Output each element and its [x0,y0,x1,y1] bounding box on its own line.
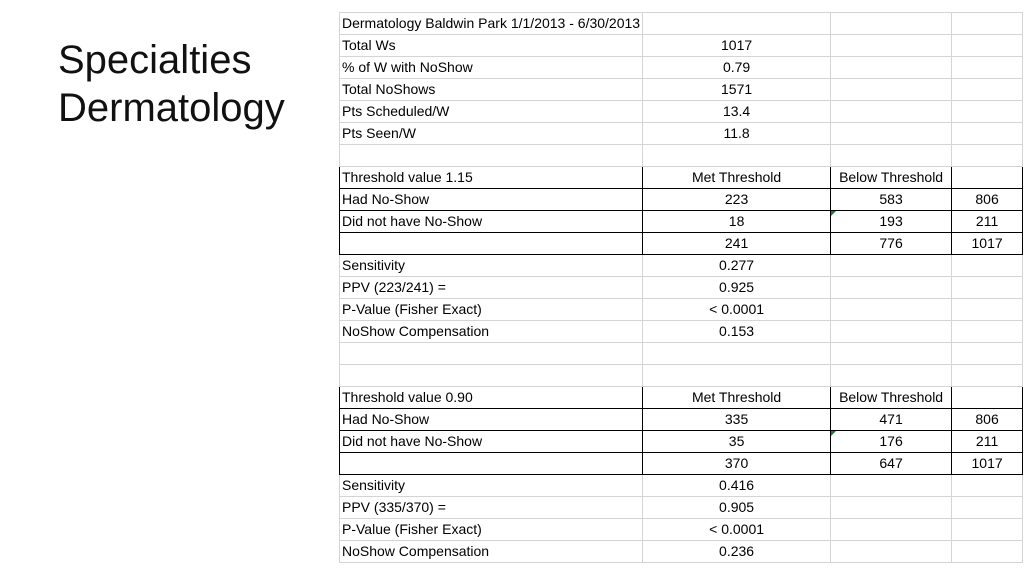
stat-row [340,255,1023,277]
sheet-cell[interactable]: 1017 [952,453,1023,475]
sheet-cell[interactable] [831,123,952,145]
sheet-cell[interactable] [952,475,1023,497]
sheet-cell[interactable]: Pts Scheduled/W [340,101,643,123]
slide-title [58,36,285,132]
stat-value[interactable]: 0.277 [643,255,831,277]
sheet-cell[interactable] [831,343,952,365]
sheet-cell[interactable] [643,365,831,387]
stat-value[interactable]: < 0.0001 [643,299,831,321]
sheet-cell[interactable] [831,365,952,387]
sheet-cell[interactable] [831,321,952,343]
stat-label[interactable]: P-Value (Fisher Exact) [340,519,643,541]
sheet-cell[interactable] [831,541,952,563]
sheet-row [340,35,1023,57]
sheet-cell[interactable] [952,387,1023,409]
totals-row [340,233,1023,255]
table-row [340,431,1023,453]
sheet-cell[interactable]: Total NoShows [340,79,643,101]
sheet-cell[interactable] [340,145,643,167]
sheet-cell[interactable]: 241 [643,233,831,255]
sheet-cell[interactable]: 35 [643,431,831,453]
sheet-cell[interactable]: 776 [831,233,952,255]
stat-label[interactable]: NoShow Compensation [340,541,643,563]
table-row [340,189,1023,211]
sheet-cell[interactable] [952,167,1023,189]
sheet-cell[interactable]: Threshold value 0.90 [340,387,643,409]
spreadsheet-table [339,12,1023,563]
sheet-cell[interactable]: 370 [643,453,831,475]
sheet-row [340,13,1023,35]
sheet-cell[interactable]: 18 [643,211,831,233]
sheet-cell[interactable] [643,13,831,35]
sheet-cell[interactable] [831,35,952,57]
sheet-cell[interactable]: 1017 [952,233,1023,255]
slide-title-line-2: Dermatology [58,86,285,130]
sheet-cell[interactable] [831,57,952,79]
sheet-cell[interactable]: 11.8 [643,123,831,145]
sheet-cell[interactable]: 471 [831,409,952,431]
stat-row [340,321,1023,343]
sheet-cell[interactable] [831,13,952,35]
sheet-cell[interactable]: Below Threshold [831,167,952,189]
sheet-cell[interactable]: Pts Seen/W [340,123,643,145]
sheet-cell[interactable] [952,519,1023,541]
sheet-cell[interactable] [952,79,1023,101]
threshold-header-row [340,167,1023,189]
table-row [340,409,1023,431]
stat-value[interactable]: 0.416 [643,475,831,497]
stat-label[interactable]: NoShow Compensation [340,321,643,343]
sheet-cell[interactable] [952,497,1023,519]
sheet-cell[interactable]: % of W with NoShow [340,57,643,79]
sheet-row [340,57,1023,79]
sheet-row-empty [340,343,1023,365]
sheet-cell[interactable]: 335 [643,409,831,431]
stat-row [340,475,1023,497]
threshold-header-row [340,387,1023,409]
sheet-cell[interactable]: 1571 [643,79,831,101]
sheet-cell[interactable] [952,321,1023,343]
sheet-cell[interactable] [831,79,952,101]
sheet-cell[interactable] [831,475,952,497]
stat-label[interactable]: Sensitivity [340,475,643,497]
sheet-row [340,123,1023,145]
sheet-cell[interactable] [831,299,952,321]
sheet-cell[interactable]: 211 [952,431,1023,453]
sheet-cell[interactable] [952,541,1023,563]
sheet-cell[interactable]: 583 [831,189,952,211]
sheet-cell[interactable] [831,519,952,541]
sheet-cell[interactable] [952,255,1023,277]
stat-label[interactable]: PPV (335/370) = [340,497,643,519]
sheet-row [340,101,1023,123]
sheet-cell[interactable]: Did not have No-Show [340,431,643,453]
sheet-cell[interactable]: Threshold value 1.15 [340,167,643,189]
sheet-row [340,79,1023,101]
sheet-cell[interactable] [952,145,1023,167]
sheet-cell[interactable] [643,343,831,365]
stat-value[interactable]: < 0.0001 [643,519,831,541]
stat-value[interactable]: 0.905 [643,497,831,519]
stat-label[interactable]: PPV (223/241) = [340,277,643,299]
sheet-cell[interactable] [952,35,1023,57]
sheet-cell[interactable]: 806 [952,409,1023,431]
sheet-cell[interactable]: Dermatology Baldwin Park 1/1/2013 - 6/30/2013 [340,13,643,35]
stat-value[interactable]: 0.236 [643,541,831,563]
sheet-cell[interactable] [643,145,831,167]
sheet-cell-with-indicator[interactable]: 176 [831,431,952,453]
sheet-cell[interactable] [952,365,1023,387]
sheet-cell-with-indicator[interactable]: 193 [831,211,952,233]
sheet-cell[interactable] [952,343,1023,365]
sheet-cell[interactable]: Below Threshold [831,387,952,409]
stat-row [340,277,1023,299]
stat-label[interactable]: Sensitivity [340,255,643,277]
stat-row [340,541,1023,563]
sheet-cell[interactable] [952,57,1023,79]
sheet-cell[interactable]: 806 [952,189,1023,211]
stat-row [340,519,1023,541]
sheet-cell[interactable] [952,123,1023,145]
sheet-cell[interactable] [340,365,643,387]
sheet-cell[interactable] [952,277,1023,299]
sheet-cell[interactable]: Had No-Show [340,409,643,431]
sheet-cell[interactable]: 0.79 [643,57,831,79]
sheet-cell[interactable] [831,277,952,299]
sheet-cell[interactable]: 211 [952,211,1023,233]
sheet-cell[interactable] [831,255,952,277]
sheet-row-empty [340,365,1023,387]
totals-row [340,453,1023,475]
sheet-cell[interactable] [831,145,952,167]
sheet-cell[interactable] [952,101,1023,123]
sheet-cell[interactable]: Did not have No-Show [340,211,643,233]
sheet-cell[interactable]: 647 [831,453,952,475]
sheet-cell[interactable] [952,299,1023,321]
stat-value[interactable]: 0.925 [643,277,831,299]
sheet-cell[interactable] [340,343,643,365]
sheet-cell[interactable]: Total Ws [340,35,643,57]
stat-label[interactable]: P-Value (Fisher Exact) [340,299,643,321]
sheet-cell[interactable]: 223 [643,189,831,211]
sheet-cell[interactable] [831,497,952,519]
sheet-cell[interactable]: Met Threshold [643,387,831,409]
sheet-row-empty [340,145,1023,167]
sheet-cell[interactable] [340,453,643,475]
sheet-cell[interactable]: 13.4 [643,101,831,123]
table-row [340,211,1023,233]
stat-row [340,299,1023,321]
sheet-cell[interactable] [952,13,1023,35]
sheet-cell[interactable]: Had No-Show [340,189,643,211]
sheet-cell[interactable]: 1017 [643,35,831,57]
sheet-cell[interactable] [831,101,952,123]
sheet-cell[interactable] [340,233,643,255]
stat-row [340,497,1023,519]
stat-value[interactable]: 0.153 [643,321,831,343]
slide-title-line-1: Specialties [58,38,252,82]
sheet-cell[interactable]: Met Threshold [643,167,831,189]
